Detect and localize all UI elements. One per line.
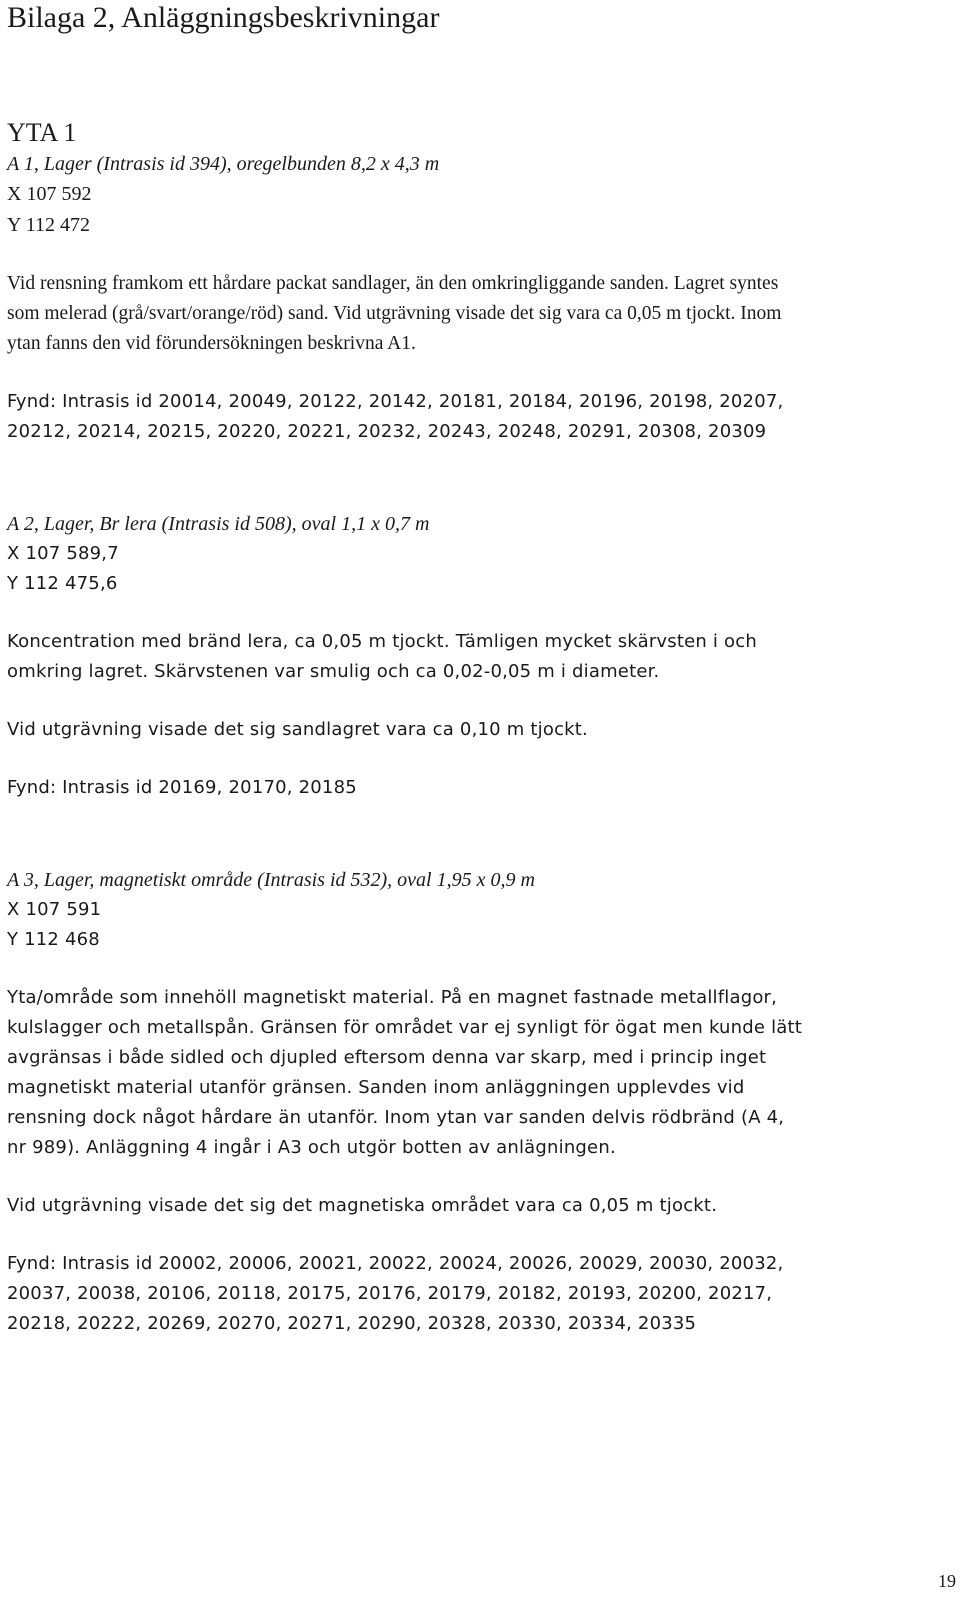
feature-heading-a3: A 3, Lager, magnetiskt område (Intrasis id 532), oval 1,95 x 0,9 m — [7, 869, 535, 891]
coordinate-x-a3: X 107 591 — [7, 899, 102, 920]
finds-a1: Fynd: Intrasis id 20014, 20049, 20122, 20142, 20181, 20184, 20196, 20198, 20207, 20212, 20214, 20215, 20220, 20221, 20232, 20243, 20248, 20291, 20308, 20309 — [7, 391, 784, 442]
feature-heading-a2: A 2, Lager, Br lera (Intrasis id 508), oval 1,1 x 0,7 m — [7, 513, 430, 535]
feature-heading-a1: A 1, Lager (Intrasis id 394), oregelbunden 8,2 x 4,3 m — [7, 153, 440, 175]
finds-a3: Fynd: Intrasis id 20002, 20006, 20021, 20022, 20024, 20026, 20029, 20030, 20032, 20037, 20038, 20106, 20118, 20175, 20176, 20179, 20182, 20193, 20200, 20217, 20218, 20222, 20269, 20270, 20271, 20290, 20328, 20330, 20334, 20335 — [7, 1253, 784, 1334]
feature-a1 — [7, 149, 807, 447]
coordinate-y-a2: Y 112 475,6 — [7, 573, 118, 594]
excavation-a3: Vid utgrävning visade det sig det magnetiska området vara ca 0,05 m tjockt. — [7, 1195, 718, 1216]
coordinate-y-a1: Y 112 472 — [7, 214, 90, 236]
feature-a3 — [7, 865, 807, 1339]
coordinate-y-a3: Y 112 468 — [7, 929, 100, 950]
section-heading-yta1: YTA 1 — [7, 118, 77, 147]
finds-a2: Fynd: Intrasis id 20169, 20170, 20185 — [7, 777, 357, 798]
document-title: Bilaga 2, Anläggningsbeskrivningar — [7, 1, 440, 34]
excavation-a2: Vid utgrävning visade det sig sandlagret vara ca 0,10 m tjockt. — [7, 719, 588, 740]
description-a3: Yta/område som innehöll magnetiskt material. På en magnet fastnade metallflagor, kulslagger och metallspån. Gränsen för området var ej synligt för ögat men kunde lätt avgränsas i både sidled och djupled eftersom denna var skarp, med i princip inget magnetiskt material utanför gränsen. Sanden inom anläggningen upplevdes vid rensning dock något hårdare än utanför. Inom ytan var sanden delvis rödbränd (A 4, nr 989). Anläggning 4 ingår i A3 och utgör botten av anlägningen. — [7, 987, 803, 1158]
page-number: 19 — [938, 1571, 956, 1591]
document-body — [7, 117, 807, 1339]
coordinate-x-a1: X 107 592 — [7, 183, 92, 205]
feature-a2 — [7, 509, 807, 803]
coordinate-x-a2: X 107 589,7 — [7, 543, 119, 564]
description-a1: Vid rensning framkom ett hårdare packat sandlager, än den omkringliggande sanden. Lagret syntes som melerad (grå/svart/orange/röd) sand. Vid utgrävning visade det sig vara ca 0,05 m tjockt. Inom ytan fanns den vid förundersökningen beskrivna A1. — [7, 273, 782, 354]
description-a2: Koncentration med bränd lera, ca 0,05 m tjockt. Tämligen mycket skärvsten i och omkring lagret. Skärvstenen var smulig och ca 0,02-0,05 m i diameter. — [7, 631, 757, 682]
